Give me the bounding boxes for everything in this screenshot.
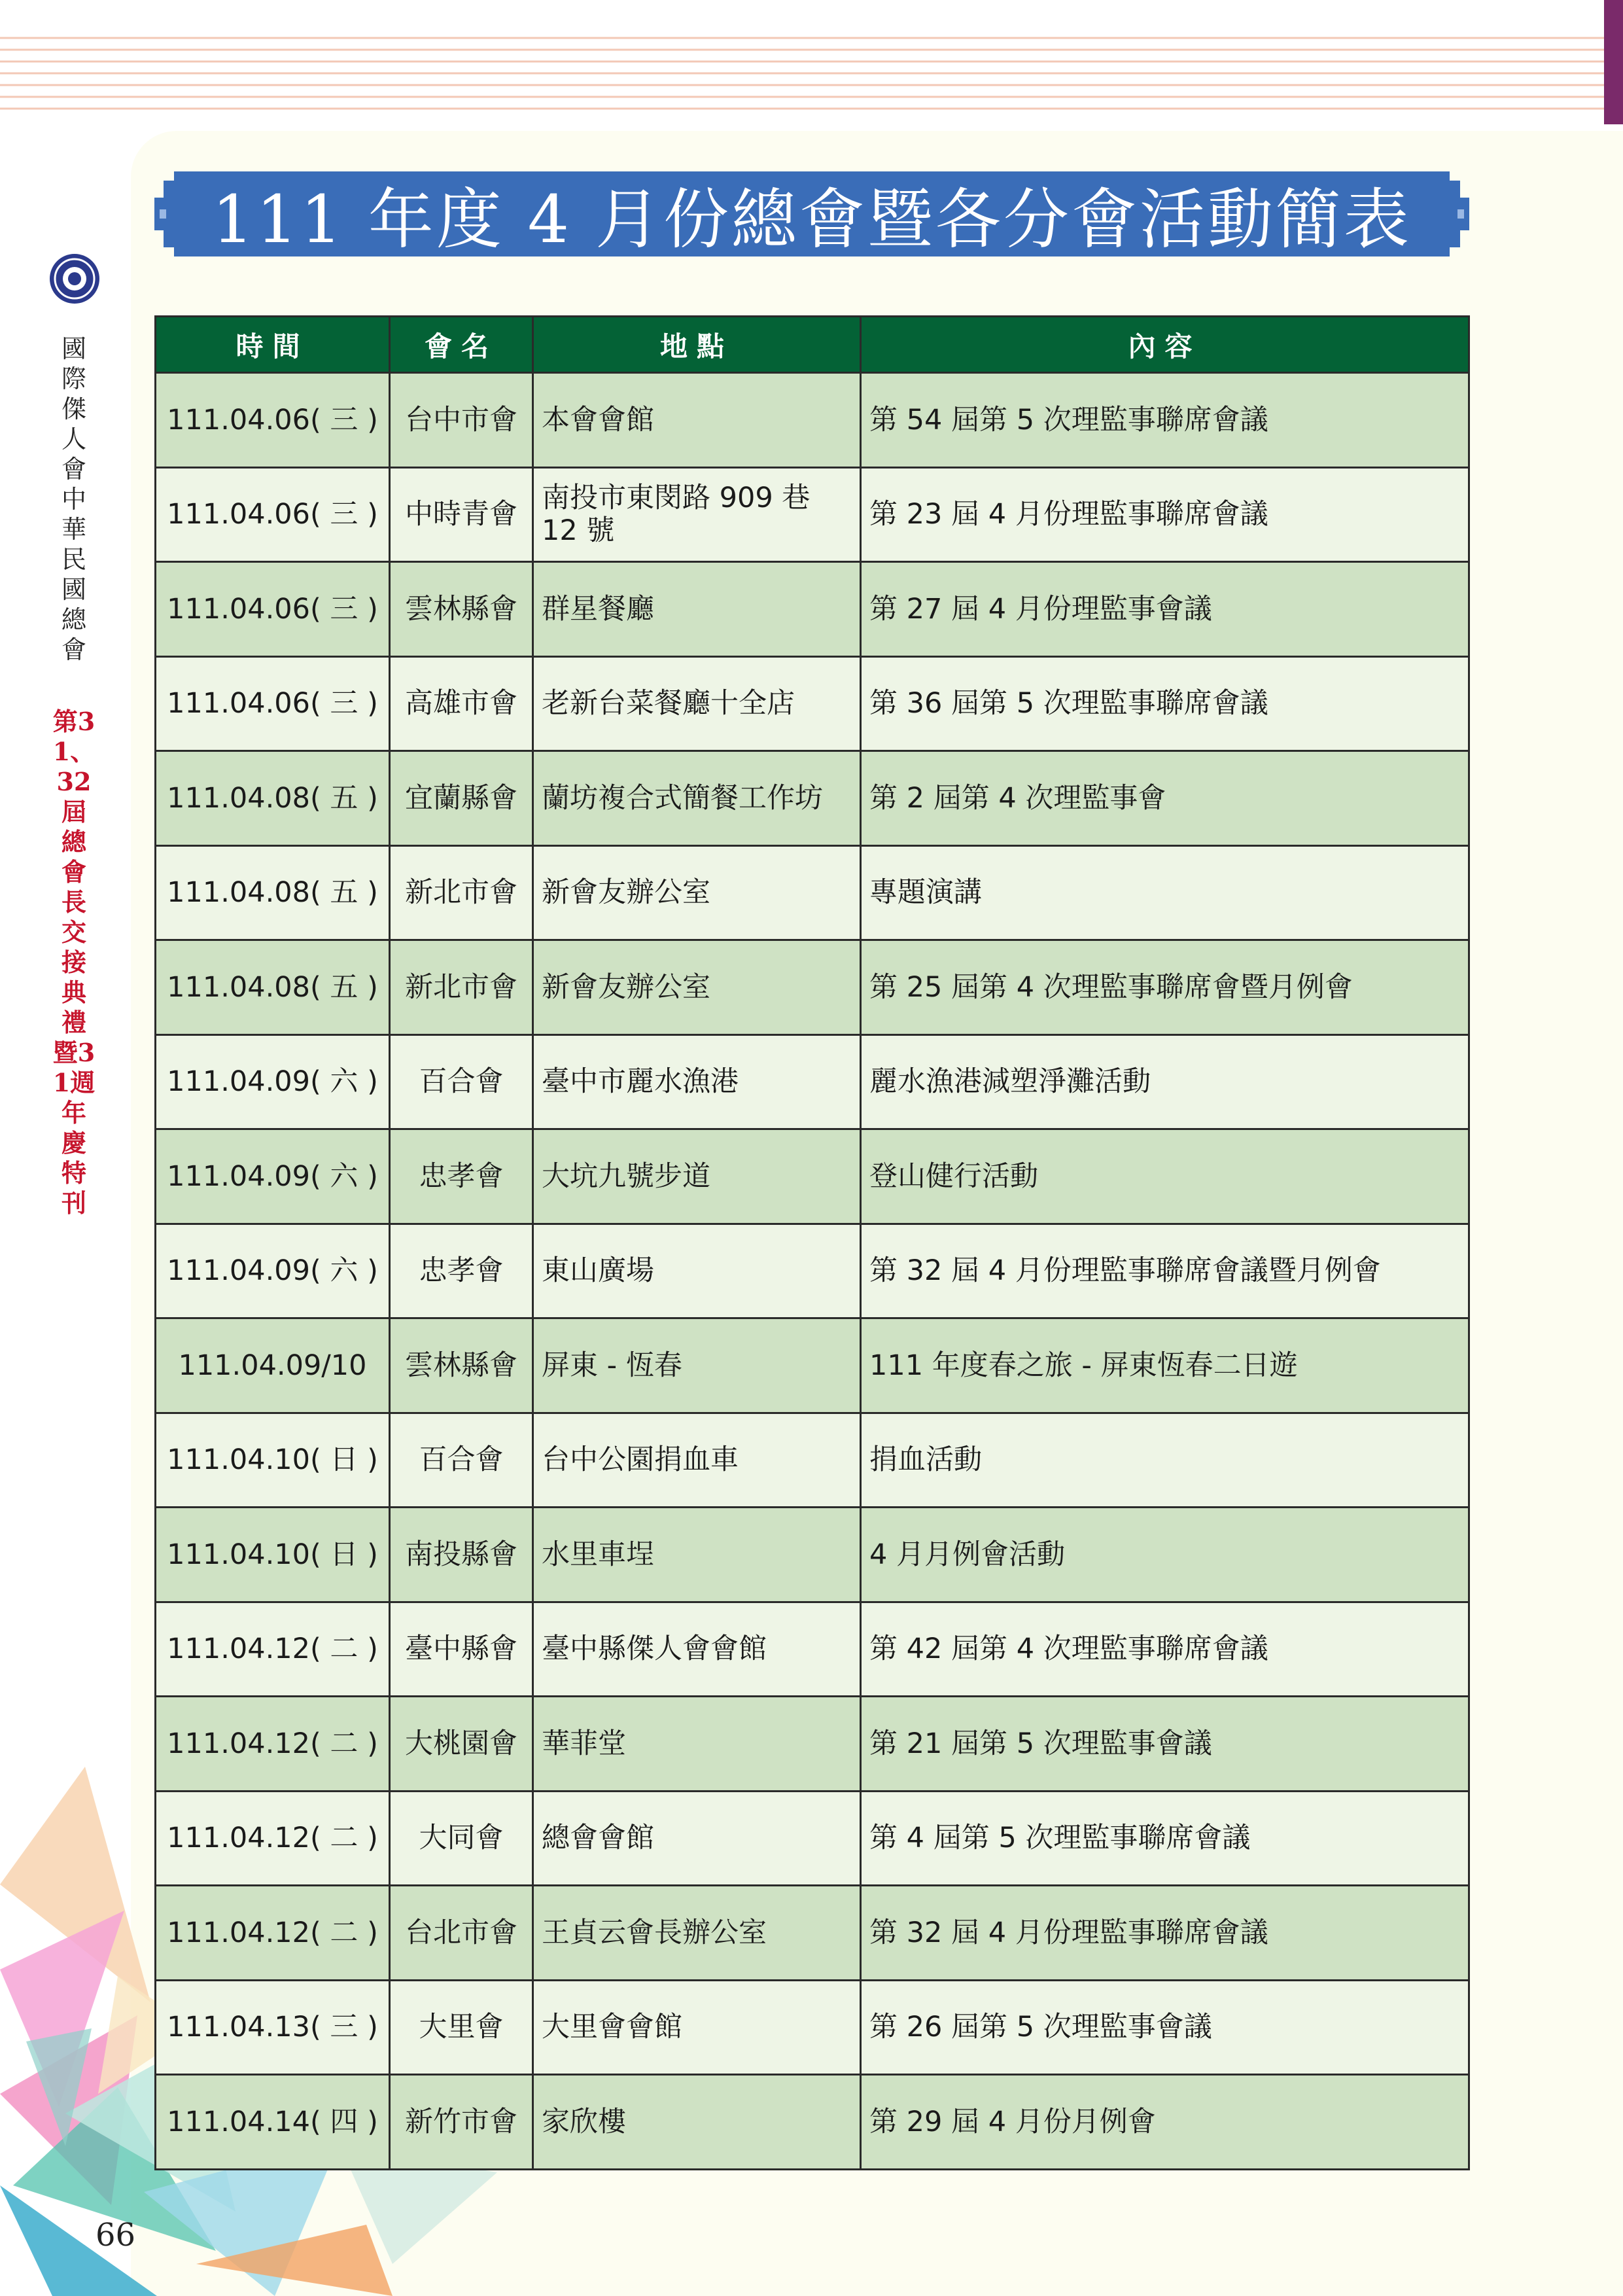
table-row [156, 1697, 1469, 1792]
cell-place: 老新台菜餐廳十全店 [533, 656, 861, 751]
cell-place: 屏東 - 恆春 [533, 1318, 861, 1413]
cell-date: 111.04.06( 三 ) [156, 656, 390, 751]
header-place: 地點 [533, 317, 861, 373]
cell-date: 111.04.12( 二 ) [156, 1791, 390, 1886]
cell-org: 宜蘭縣會 [390, 751, 533, 846]
table-row [156, 373, 1469, 468]
cell-content: 第 32 屆 4 月份理監事聯席會議暨月例會 [861, 1224, 1469, 1318]
cell-content: 第 29 屆 4 月份月例會 [861, 2075, 1469, 2170]
table-row [156, 1508, 1469, 1602]
table-row [156, 1602, 1469, 1697]
header-org: 會名 [390, 317, 533, 373]
cell-date: 111.04.06( 三 ) [156, 562, 390, 657]
cell-date: 111.04.08( 五 ) [156, 940, 390, 1035]
table-row [156, 845, 1469, 940]
cell-content: 登山健行活動 [861, 1129, 1469, 1224]
table-row [156, 1224, 1469, 1318]
cell-content: 第 2 屆第 4 次理監事會 [861, 751, 1469, 846]
cell-org: 百合會 [390, 1413, 533, 1508]
cell-org: 忠孝會 [390, 1224, 533, 1318]
cell-content: 第 27 屆 4 月份理監事會議 [861, 562, 1469, 657]
cell-org: 新北市會 [390, 845, 533, 940]
header-content: 內容 [861, 317, 1469, 373]
cell-org: 雲林縣會 [390, 1318, 533, 1413]
cell-org: 中時青會 [390, 467, 533, 562]
cell-place: 大里會會館 [533, 1980, 861, 2075]
cell-place: 蘭坊複合式簡餐工作坊 [533, 751, 861, 846]
cell-org: 台中市會 [390, 373, 533, 468]
cell-place: 家欣樓 [533, 2075, 861, 2170]
cell-date: 111.04.08( 五 ) [156, 845, 390, 940]
table-row [156, 1791, 1469, 1886]
cell-date: 111.04.09( 六 ) [156, 1129, 390, 1224]
cell-content: 第 26 屆第 5 次理監事會議 [861, 1980, 1469, 2075]
cell-org: 新竹市會 [390, 2075, 533, 2170]
table-row [156, 467, 1469, 562]
cell-place: 南投市東閔路 909 巷 12 號 [533, 467, 861, 562]
cell-place: 臺中縣傑人會會館 [533, 1602, 861, 1697]
cell-date: 111.04.06( 三 ) [156, 467, 390, 562]
table-row [156, 1413, 1469, 1508]
table-row [156, 1034, 1469, 1129]
table-row [156, 656, 1469, 751]
table-row [156, 1318, 1469, 1413]
cell-content: 捐血活動 [861, 1413, 1469, 1508]
cell-content: 第 36 屆第 5 次理監事聯席會議 [861, 656, 1469, 751]
cell-date: 111.04.09( 六 ) [156, 1034, 390, 1129]
cell-org: 大同會 [390, 1791, 533, 1886]
cell-place: 水里車埕 [533, 1508, 861, 1602]
cell-date: 111.04.10( 日 ) [156, 1413, 390, 1508]
schedule-table [154, 315, 1470, 2170]
cell-date: 111.04.10( 日 ) [156, 1508, 390, 1602]
cell-content: 第 42 屆第 4 次理監事聯席會議 [861, 1602, 1469, 1697]
cell-date: 111.04.12( 二 ) [156, 1602, 390, 1697]
cell-place: 新會友辦公室 [533, 940, 861, 1035]
cell-date: 111.04.06( 三 ) [156, 373, 390, 468]
cell-place: 新會友辦公室 [533, 845, 861, 940]
page-number: 66 [96, 2217, 136, 2253]
cell-content: 4 月月例會活動 [861, 1508, 1469, 1602]
title-banner [154, 171, 1469, 256]
cell-place: 華菲堂 [533, 1697, 861, 1792]
cell-org: 新北市會 [390, 940, 533, 1035]
cell-date: 111.04.09( 六 ) [156, 1224, 390, 1318]
cell-place: 群星餐廳 [533, 562, 861, 657]
cell-date: 111.04.14( 四 ) [156, 2075, 390, 2170]
cell-org: 南投縣會 [390, 1508, 533, 1602]
table-row [156, 940, 1469, 1035]
cell-place: 大坑九號步道 [533, 1129, 861, 1224]
cell-date: 111.04.08( 五 ) [156, 751, 390, 846]
cell-content: 第 23 屆 4 月份理監事聯席會議 [861, 467, 1469, 562]
cell-org: 忠孝會 [390, 1129, 533, 1224]
cell-place: 東山廣場 [533, 1224, 861, 1318]
cell-content: 第 54 屆第 5 次理監事聯席會議 [861, 373, 1469, 468]
table-header-row [156, 317, 1469, 373]
cell-org: 大桃園會 [390, 1697, 533, 1792]
cell-content: 第 4 屆第 5 次理監事聯席會議 [861, 1791, 1469, 1886]
jc-emblem-icon [48, 253, 101, 305]
table-row [156, 1886, 1469, 1981]
cell-place: 本會會館 [533, 373, 861, 468]
table-row [156, 751, 1469, 846]
cell-date: 111.04.13( 三 ) [156, 1980, 390, 2075]
cell-place: 台中公園捐血車 [533, 1413, 861, 1508]
cell-content: 第 25 屆第 4 次理監事聯席會暨月例會 [861, 940, 1469, 1035]
table-row [156, 1980, 1469, 2075]
cell-place: 總會會館 [533, 1791, 861, 1886]
header-stripes [0, 0, 1623, 124]
table-row [156, 1129, 1469, 1224]
cell-org: 雲林縣會 [390, 562, 533, 657]
cell-org: 百合會 [390, 1034, 533, 1129]
cell-date: 111.04.09/10 [156, 1318, 390, 1413]
table-row [156, 2075, 1469, 2170]
cell-content: 第 21 屆第 5 次理監事會議 [861, 1697, 1469, 1792]
cell-content: 麗水漁港減塑淨灘活動 [861, 1034, 1469, 1129]
cell-org: 臺中縣會 [390, 1602, 533, 1697]
sidebar-event-title: 第31、32屆總會長交接典禮暨31週年慶特刊 [52, 707, 96, 1218]
header-time: 時間 [156, 317, 390, 373]
page-title: 111 年度 4 月份總會暨各分會活動簡表 [212, 181, 1412, 258]
sidebar-organization: 國際傑人會中華民國總會 [61, 334, 86, 664]
cell-place: 王貞云會長辦公室 [533, 1886, 861, 1981]
cell-content: 111 年度春之旅 - 屏東恆春二日遊 [861, 1318, 1469, 1413]
cell-date: 111.04.12( 二 ) [156, 1886, 390, 1981]
cell-org: 高雄市會 [390, 656, 533, 751]
cell-org: 大里會 [390, 1980, 533, 2075]
cell-date: 111.04.12( 二 ) [156, 1697, 390, 1792]
table-row [156, 562, 1469, 657]
cell-org: 台北市會 [390, 1886, 533, 1981]
cell-place: 臺中市麗水漁港 [533, 1034, 861, 1129]
cell-content: 第 32 屆 4 月份理監事聯席會議 [861, 1886, 1469, 1981]
cell-content: 專題演講 [861, 845, 1469, 940]
